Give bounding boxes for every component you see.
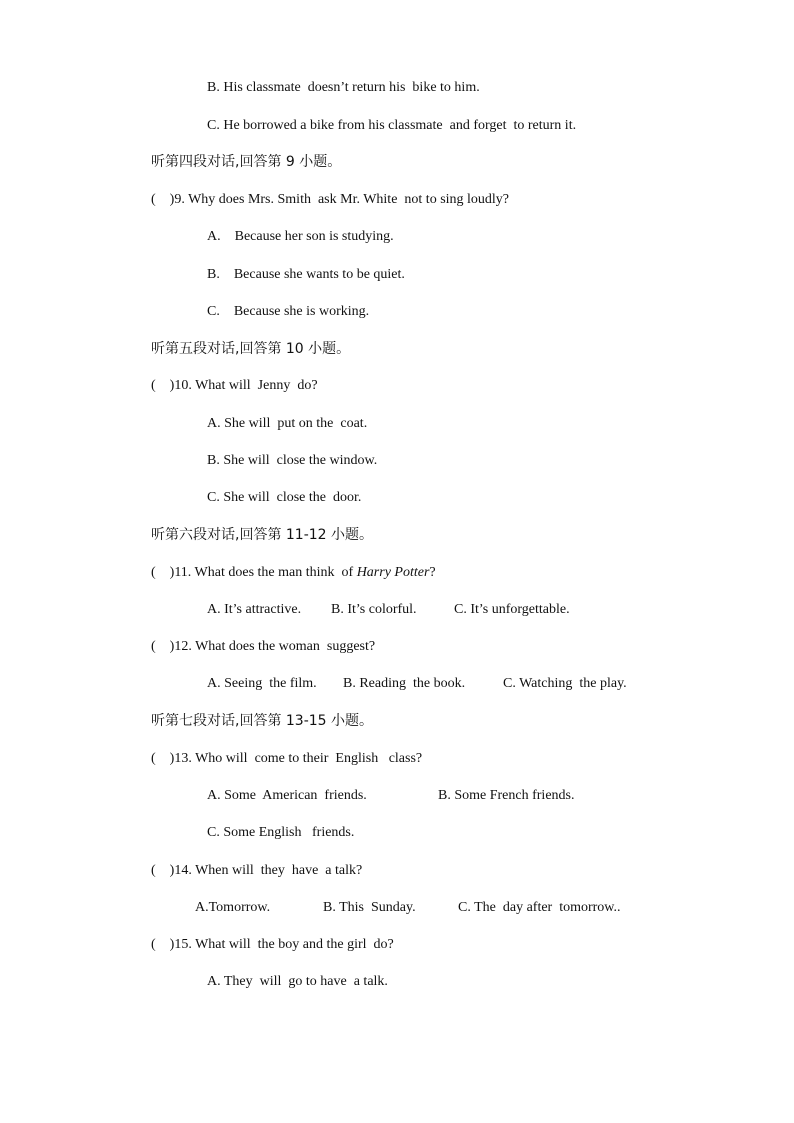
q12-option-c: C. Watching the play. (503, 676, 627, 691)
q13-option-b: B. Some French friends. (438, 788, 575, 803)
q9-question: ( )9. Why does Mrs. Smith ask Mr. White not to sing loudly? (151, 192, 510, 207)
q15-option-a: A. They will go to have a talk. (207, 974, 388, 989)
q9-option-c: C. Because she is working. (207, 304, 370, 319)
q11-question-prefix: ( )11. What does the man think of (151, 565, 357, 580)
q14-option-a: A.Tomorrow. (195, 900, 271, 915)
section-6-heading: 听第六段对话,回答第 11-12 小题。 (151, 527, 374, 543)
section-4-heading: 听第四段对话,回答第 9 小题。 (151, 154, 342, 170)
q12-options (207, 675, 627, 693)
q11-book-title: Harry Potter (356, 565, 430, 580)
q11-question (151, 564, 436, 582)
q11-options (207, 601, 570, 619)
q11-option-a: A. It’s attractive. (207, 602, 302, 617)
q15-question: ( )15. What will the boy and the girl do? (151, 937, 394, 952)
q8-option-c: C. He borrowed a bike from his classmate and forget to return it. (207, 118, 577, 133)
q13-options-row (207, 787, 574, 805)
q13-question: ( )13. Who will come to their English class? (151, 751, 423, 766)
q13-option-a: A. Some American friends. (207, 788, 367, 803)
q8-option-b: B. His classmate doesn’t return his bike to him. (207, 80, 480, 95)
q12-question: ( )12. What does the woman suggest? (151, 639, 376, 654)
q14-options (195, 899, 621, 917)
q9-option-a: A. Because her son is studying. (207, 229, 394, 244)
q11-option-b: B. It’s colorful. (331, 602, 417, 617)
q11-option-c: C. It’s unforgettable. (454, 602, 570, 617)
q12-option-b: B. Reading the book. (343, 676, 466, 691)
q13-option-c: C. Some English friends. (207, 825, 355, 840)
q10-option-b: B. She will close the window. (207, 453, 378, 468)
q14-option-c: C. The day after tomorrow.. (458, 900, 621, 915)
q10-option-c: C. She will close the door. (207, 490, 362, 505)
section-7-heading: 听第七段对话,回答第 13-15 小题。 (151, 713, 374, 729)
section-5-heading: 听第五段对话,回答第 10 小题。 (151, 341, 351, 357)
q14-option-b: B. This Sunday. (323, 900, 416, 915)
q11-question-suffix: ? (429, 565, 436, 580)
q12-option-a: A. Seeing the film. (207, 676, 317, 691)
q14-question: ( )14. When will they have a talk? (151, 863, 363, 878)
q10-option-a: A. She will put on the coat. (207, 416, 368, 431)
q9-option-b: B. Because she wants to be quiet. (207, 267, 405, 282)
q10-question: ( )10. What will Jenny do? (151, 378, 318, 393)
